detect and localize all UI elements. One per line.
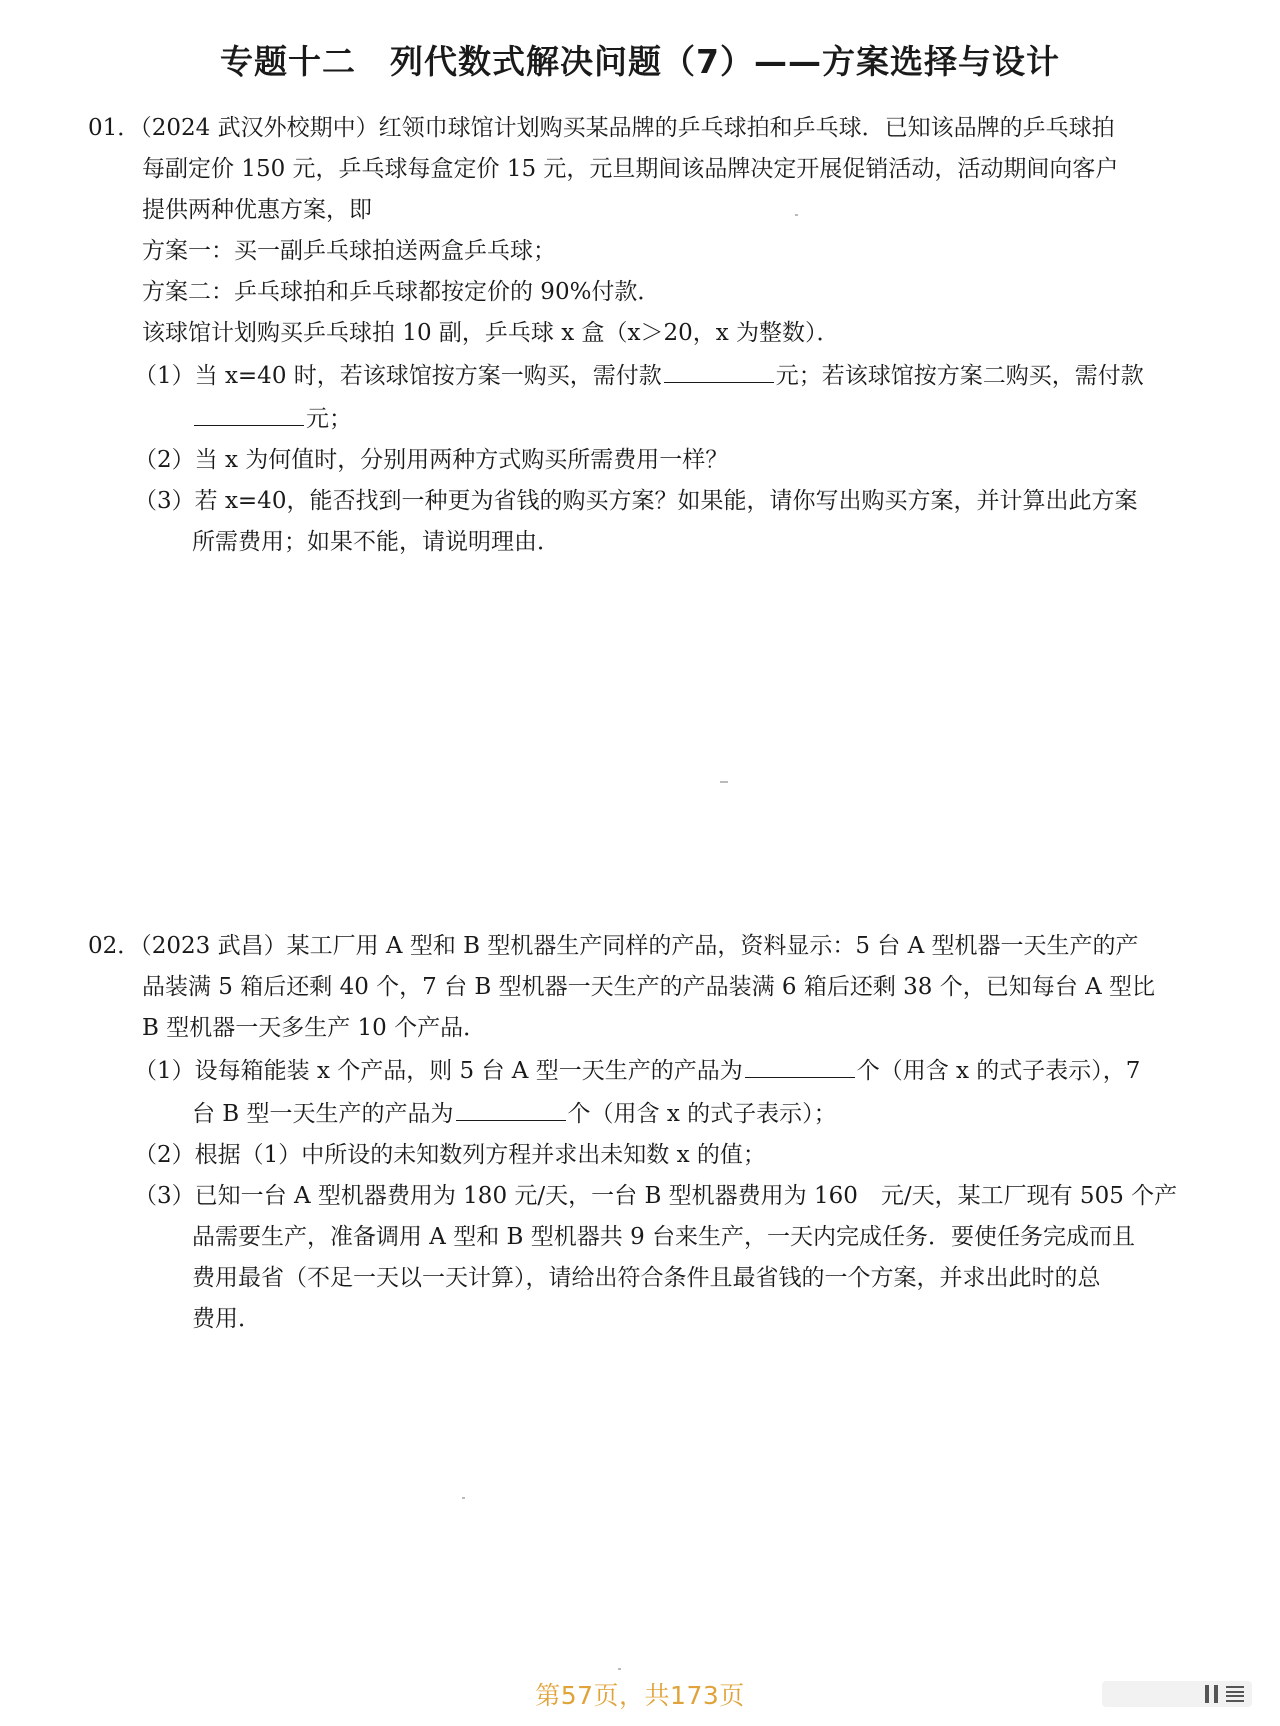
q2-part-1-text-a: （1）设每箱能装 x 个产品，则 5 台 A 型一天生产的产品为 [134, 1058, 743, 1084]
q1-line-2: 每副定价 150 元，乒乓球每盒定价 15 元，元旦期间该品牌决定开展促销活动，活动期间向客户 [142, 156, 1119, 182]
answer-blank[interactable] [745, 1049, 855, 1078]
menu-icon[interactable] [1226, 1686, 1244, 1702]
question-1 [88, 108, 1194, 563]
scan-speck [462, 1497, 465, 1499]
bar-icon [1205, 1685, 1209, 1703]
page-indicator: 第57页，共173页 [535, 1681, 745, 1710]
q2-part-2: （2）根据（1）中所设的未知数列方程并求出未知数 x 的值； [134, 1142, 766, 1168]
q2-part-3-cont-1: 品需要生产，准备调用 A 型和 B 型机器共 9 台来生产，一天内完成任务．要使任务完成而且 [192, 1224, 1136, 1250]
q1-part-3: （3）若 x=40，能否找到一种更为省钱的购买方案？如果能，请你写出购买方案，并计算出此方案 [134, 488, 1138, 514]
question-2 [88, 926, 1194, 1340]
q1-line-3: 提供两种优惠方案，即 [142, 197, 372, 223]
q2-part-1-text-c: 台 B 型一天生产的产品为 [192, 1101, 454, 1127]
q1-part-1-cont [88, 397, 1194, 440]
reader-toolbar[interactable] [1102, 1681, 1252, 1707]
q1-part-1-text-a: （1）当 x=40 时，若该球馆按方案一购买，需付款 [134, 363, 662, 389]
q1-part-2: （2）当 x 为何值时，分别用两种方式购买所需费用一样？ [134, 447, 729, 473]
q2-line-3: B 型机器一天多生产 10 个产品． [142, 1015, 487, 1041]
answer-blank[interactable] [194, 397, 304, 426]
scan-speck [618, 1668, 621, 1670]
answer-blank[interactable] [456, 1092, 566, 1121]
q2-part-1-cont [88, 1092, 1194, 1135]
q1-part-1-text-c: 元； [306, 406, 352, 432]
q1-part-1-text-b: 元；若该球馆按方案二购买，需付款 [775, 363, 1144, 389]
q1-line-1: 01．（2024 武汉外校期中）红领巾球馆计划购买某品牌的乒乓球拍和乒乓球．已知该品牌的乒乓球拍 [88, 115, 1115, 141]
q2-part-1-text-d: 个（用含 x 的式子表示）； [567, 1101, 837, 1127]
q1-part-3-cont: 所需费用；如果不能，请说明理由． [192, 529, 560, 555]
q2-part-1-text-b: 个（用含 x 的式子表示），7 [856, 1058, 1141, 1084]
q2-part-3-cont-3: 费用． [192, 1306, 261, 1332]
q2-line-1: 02．（2023 武昌）某工厂用 A 型和 B 型机器生产同样的产品，资料显示：5 台 A 型机器一天生产的产 [88, 933, 1139, 959]
q1-part-1 [88, 354, 1194, 397]
q1-plan-one: 方案一：买一副乒乓球拍送两盒乒乓球； [142, 238, 556, 264]
q2-part-3-cont-2: 费用最省（不足一天以一天计算），请给出符合条件且最省钱的一个方案，并求出此时的总 [192, 1265, 1101, 1291]
q2-part-3: （3）已知一台 A 型机器费用为 180 元/天，一台 B 型机器费用为 160 元/天，某工厂现有 505 个产 [134, 1183, 1178, 1209]
answer-blank[interactable] [664, 354, 774, 383]
q1-line-6: 该球馆计划购买乒乓球拍 10 副，乒乓球 x 盒（x＞20，x 为整数）． [142, 320, 840, 346]
scan-speck [795, 214, 798, 216]
q2-part-1 [88, 1049, 1194, 1092]
scan-speck [720, 781, 728, 783]
bar-icon [1214, 1685, 1218, 1703]
q2-line-2: 品装满 5 箱后还剩 40 个，7 台 B 型机器一天生产的产品装满 6 箱后还剩 38 个，已知每台 A 型比 [142, 974, 1155, 1000]
page-title: 专题十二 列代数式解决问题（7）——方案选择与设计 [220, 42, 1060, 81]
q1-plan-two: 方案二：乒乓球拍和乒乓球都按定价的 90%付款． [142, 279, 661, 305]
